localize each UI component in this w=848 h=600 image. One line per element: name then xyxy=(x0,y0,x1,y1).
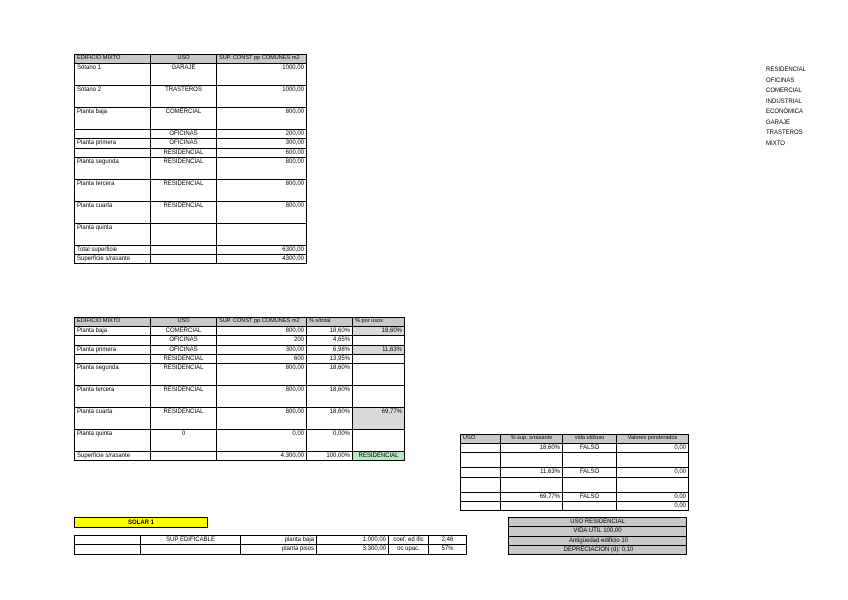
cell-planta[interactable]: Planta quinta xyxy=(75,430,151,452)
cell-planta[interactable] xyxy=(75,148,151,157)
legend-item-residencial: RESIDENCIAL xyxy=(766,67,807,73)
col-header-edificio-mixto: EDIFICIO MIXTO xyxy=(75,318,151,327)
total-superficie-spacer xyxy=(151,245,217,254)
cell-pct[interactable] xyxy=(501,477,563,492)
cell-vida-util[interactable] xyxy=(563,501,617,510)
table2-body xyxy=(75,327,405,461)
cell-ocupacion-valor[interactable]: 57% xyxy=(429,545,467,554)
table-row[interactable] xyxy=(75,336,405,345)
cell-uso[interactable]: RESIDENCIAL xyxy=(151,386,217,408)
table-edificio-mixto-superficies[interactable] xyxy=(74,54,307,264)
cell-planta[interactable]: Planta baja xyxy=(75,108,151,130)
table-row[interactable] xyxy=(75,545,467,554)
cell-uso[interactable]: OFICINAS xyxy=(151,139,217,148)
table-row[interactable] xyxy=(461,492,689,501)
table-row[interactable] xyxy=(75,430,405,452)
cell-pct-usos[interactable]: 11,63% xyxy=(353,345,405,354)
table-row[interactable] xyxy=(461,453,689,468)
cell-sup[interactable]: 300,00 xyxy=(217,345,307,354)
cell-valor-ponderado-total[interactable]: 0,00 xyxy=(617,501,689,510)
vida-util-row[interactable]: VIDA UTIL 100,00 xyxy=(509,527,687,536)
cell-planta[interactable]: Planta cuarta xyxy=(75,201,151,223)
cell-sup[interactable]: 600 xyxy=(217,354,307,363)
table-row[interactable] xyxy=(461,444,689,453)
cell-uso[interactable]: COMERCIAL xyxy=(151,108,217,130)
cell-sup[interactable]: 200,00 xyxy=(217,130,307,139)
antiguedad-edificio-row[interactable]: Antigüedad edificio 10 xyxy=(509,536,687,545)
col-header-uso: USO xyxy=(461,435,501,444)
cell-valor-ponderado[interactable]: 0,00 xyxy=(617,444,689,453)
depreciacion-row[interactable]: DEPRECIACIÓN (d): 0,10 xyxy=(509,545,687,554)
legend-item-economica: ECONÓMICA xyxy=(766,109,804,115)
cell-pct-usos[interactable] xyxy=(353,430,405,452)
cell-concepto-planta-baja[interactable]: planta baja xyxy=(241,536,317,545)
cell-pct-total[interactable]: 6,98% xyxy=(307,345,353,354)
cell-blank[interactable] xyxy=(75,545,141,554)
col-header-edificio-mixto: EDIFICIO MIXTO xyxy=(75,55,151,64)
table-row[interactable] xyxy=(75,408,405,430)
cell-sup[interactable]: 1000,00 xyxy=(217,64,307,86)
cell-pct[interactable]: 69,77% xyxy=(501,492,563,501)
footer-pct-total[interactable]: 100,00% xyxy=(307,452,353,461)
cell-uso[interactable]: RESIDENCIAL xyxy=(151,148,217,157)
uso-residencial-title: USO RESIDENCIAL xyxy=(509,518,687,527)
cell-uso[interactable]: RESIDENCIAL xyxy=(151,179,217,201)
cell-pct-usos[interactable] xyxy=(353,336,405,345)
table-row[interactable] xyxy=(75,157,307,179)
cell-valor-planta-pisos[interactable]: 3.300,00 xyxy=(317,545,389,554)
table-row-total[interactable] xyxy=(75,245,307,254)
table-row-total[interactable] xyxy=(461,501,689,510)
cell-concepto-planta-pisos[interactable]: planta pisos xyxy=(241,545,317,554)
legend-item-comercial: COMERCIAL xyxy=(766,88,802,94)
table-row[interactable] xyxy=(75,223,307,245)
solar-title: SOLAR 1 xyxy=(127,519,154,526)
cell-pct-usos[interactable]: 18,60% xyxy=(353,327,405,336)
cell-sup[interactable]: 800,00 xyxy=(217,179,307,201)
cell-sup[interactable]: 600,00 xyxy=(217,148,307,157)
cell-planta[interactable]: Sótano 2 xyxy=(75,86,151,108)
cell-uso[interactable] xyxy=(151,223,217,245)
solar-title-box[interactable] xyxy=(74,517,208,528)
cell-sup[interactable]: 800,00 xyxy=(217,157,307,179)
table-uso-residencial[interactable] xyxy=(508,517,687,555)
cell-vida-util[interactable]: FALSO xyxy=(563,468,617,477)
cell-uso[interactable]: COMERCIAL xyxy=(151,327,217,336)
table5-body xyxy=(509,518,687,555)
cell-planta[interactable]: Planta quinta xyxy=(75,223,151,245)
cell-planta[interactable] xyxy=(75,336,151,345)
cell-uso[interactable] xyxy=(461,468,501,477)
cell-valor-ponderado[interactable]: 0,00 xyxy=(617,492,689,501)
cell-uso[interactable]: GARAJE xyxy=(151,64,217,86)
table-row[interactable] xyxy=(75,130,307,139)
cell-pct[interactable] xyxy=(501,501,563,510)
legend-item-mixto: MIXTO xyxy=(766,140,785,147)
table-row[interactable] xyxy=(75,179,307,201)
table-row[interactable] xyxy=(509,527,687,536)
cell-sup[interactable]: 800,00 xyxy=(217,364,307,386)
table-row[interactable] xyxy=(75,354,405,363)
cell-planta[interactable]: Planta cuarta xyxy=(75,408,151,430)
col-header-pct-total: % s/total xyxy=(307,318,353,327)
table-header-row xyxy=(75,55,307,64)
cell-planta[interactable]: Sótano 1 xyxy=(75,64,151,86)
cell-uso[interactable] xyxy=(461,444,501,453)
cell-sup[interactable]: 800,00 xyxy=(217,201,307,223)
cell-planta[interactable]: Planta baja xyxy=(75,327,151,336)
cell-sup[interactable]: 800,00 xyxy=(217,108,307,130)
cell-pct-total[interactable]: 18,60% xyxy=(307,327,353,336)
table-row-footer[interactable] xyxy=(75,452,405,461)
cell-planta[interactable] xyxy=(75,130,151,139)
total-superficie-value[interactable]: 6300,00 xyxy=(217,245,307,254)
cell-uso[interactable]: RESIDENCIAL xyxy=(151,354,217,363)
sup-edificable-label: SUP EDIFICABLE xyxy=(141,536,241,545)
cell-sup[interactable]: 1000,00 xyxy=(217,86,307,108)
superficie-rasante-value[interactable]: 4300,00 xyxy=(217,255,307,264)
table1-body xyxy=(75,64,307,264)
cell-vida-util[interactable] xyxy=(563,453,617,468)
cell-valor-ponderado[interactable] xyxy=(617,453,689,468)
footer-sup[interactable]: 4.300,00 xyxy=(217,452,307,461)
cell-pct[interactable] xyxy=(501,453,563,468)
footer-label: Superficie s/rasante xyxy=(75,452,151,461)
cell-uso[interactable]: TRASTEROS xyxy=(151,86,217,108)
cell-vida-util[interactable] xyxy=(563,477,617,492)
table-row[interactable] xyxy=(461,468,689,477)
cell-uso[interactable] xyxy=(461,501,501,510)
cell-uso[interactable]: OFICINAS xyxy=(151,336,217,345)
cell-uso[interactable]: 0 xyxy=(151,430,217,452)
table-row[interactable] xyxy=(461,477,689,492)
cell-sup[interactable]: 800,00 xyxy=(217,386,307,408)
superficie-rasante-label: Superficie s/rasante xyxy=(75,255,151,264)
cell-sup[interactable]: 200 xyxy=(217,336,307,345)
cell-uso[interactable]: RESIDENCIAL xyxy=(151,364,217,386)
cell-sup[interactable]: 0,00 xyxy=(217,430,307,452)
legend-item-trasteros: TRASTEROS xyxy=(766,130,803,136)
cell-planta[interactable] xyxy=(75,354,151,363)
cell-uso[interactable]: RESIDENCIAL xyxy=(151,157,217,179)
cell-pct-usos[interactable] xyxy=(353,364,405,386)
col-header-pct-usos: % por usos xyxy=(353,318,405,327)
table-row[interactable] xyxy=(75,201,307,223)
cell-blank[interactable] xyxy=(75,536,141,545)
table-row[interactable] xyxy=(75,86,307,108)
cell-valor-ponderado[interactable] xyxy=(617,477,689,492)
table-porcentajes-usos[interactable] xyxy=(74,317,405,461)
table-header-row xyxy=(75,318,405,327)
col-header-sup-const: SUP. CONST pp COMUNES m2 xyxy=(217,318,307,327)
table-sup-edificable[interactable] xyxy=(74,535,467,555)
cell-planta[interactable]: Planta segunda xyxy=(75,364,151,386)
table-row[interactable] xyxy=(75,148,307,157)
cell-uso[interactable]: RESIDENCIAL xyxy=(151,201,217,223)
table-row[interactable] xyxy=(75,345,405,354)
cell-uso[interactable] xyxy=(461,477,501,492)
cell-blank[interactable] xyxy=(141,545,241,554)
cell-planta[interactable]: Planta tercera xyxy=(75,386,151,408)
legend-item-garaje: GARAJE xyxy=(766,119,791,126)
cell-coef-edificabilidad-valor[interactable]: 2,46 xyxy=(429,536,467,545)
col-header-uso: USO xyxy=(151,55,217,64)
superficie-rasante-spacer xyxy=(151,255,217,264)
cell-pct-total[interactable]: 18,60% xyxy=(307,386,353,408)
cell-vida-util[interactable]: FALSO xyxy=(563,492,617,501)
legend-usos-list xyxy=(766,65,806,149)
cell-planta[interactable]: Planta primera xyxy=(75,345,151,354)
table-row[interactable] xyxy=(509,545,687,554)
cell-valor-ponderado[interactable]: 0,00 xyxy=(617,468,689,477)
cell-pct-usos[interactable] xyxy=(353,386,405,408)
cell-vida-util[interactable]: FALSO xyxy=(563,444,617,453)
table-row[interactable] xyxy=(75,327,405,336)
legend-item-oficinas: OFICINAS xyxy=(766,77,795,84)
cell-pct-total[interactable]: 18,60% xyxy=(307,364,353,386)
cell-planta[interactable]: Planta tercera xyxy=(75,179,151,201)
cell-uso[interactable] xyxy=(461,492,501,501)
table-row[interactable] xyxy=(75,386,405,408)
cell-pct-total[interactable]: 0,00% xyxy=(307,430,353,452)
cell-valor-planta-baja[interactable]: 1.000,00 xyxy=(317,536,389,545)
footer-uso-predominante[interactable]: RESIDENCIAL xyxy=(353,452,405,461)
table3-body xyxy=(461,444,689,511)
cell-sup[interactable]: 800,00 xyxy=(217,408,307,430)
cell-pct[interactable]: 18,60% xyxy=(501,444,563,453)
cell-sup[interactable]: 300,00 xyxy=(217,139,307,148)
cell-planta[interactable]: Planta primera xyxy=(75,139,151,148)
cell-sup[interactable] xyxy=(217,223,307,245)
cell-pct[interactable]: 11,63% xyxy=(501,468,563,477)
cell-pct-total[interactable]: 4,65% xyxy=(307,336,353,345)
cell-uso[interactable] xyxy=(461,453,501,468)
col-header-valores-ponderados: Valores ponderados xyxy=(617,435,689,444)
table-header-row xyxy=(509,518,687,527)
legend-item-industrial: INDUSTRIAL xyxy=(766,98,802,105)
col-header-sup-const: SUP. CONST pp COMUNES m2 xyxy=(217,55,307,64)
cell-uso[interactable]: RESIDENCIAL xyxy=(151,408,217,430)
cell-pct-usos[interactable]: 69,77% xyxy=(353,408,405,430)
table-row[interactable] xyxy=(75,108,307,130)
table-valores-ponderados[interactable] xyxy=(460,434,689,511)
cell-planta[interactable]: Planta segunda xyxy=(75,157,151,179)
cell-ocupacion-label: oc upac. xyxy=(389,545,429,554)
cell-coef-edificabilidad-label: coef. ed ific xyxy=(389,536,429,545)
table-row[interactable] xyxy=(75,139,307,148)
table-row[interactable] xyxy=(509,536,687,545)
total-superficie-label: Total superficie xyxy=(75,245,151,254)
cell-uso[interactable]: OFICINAS xyxy=(151,345,217,354)
footer-spacer xyxy=(151,452,217,461)
col-header-vida-util-uso: vida util/uso xyxy=(563,435,617,444)
table-row[interactable] xyxy=(75,64,307,86)
col-header-pct-sup-rasante: % sup. s/rasante xyxy=(501,435,563,444)
table4-body xyxy=(75,536,467,555)
cell-pct-usos[interactable] xyxy=(353,354,405,363)
cell-uso[interactable]: OFICINAS xyxy=(151,130,217,139)
cell-pct-total[interactable]: 18,60% xyxy=(307,408,353,430)
table-row[interactable] xyxy=(75,364,405,386)
cell-pct-total[interactable]: 13,95% xyxy=(307,354,353,363)
table-row-rasante[interactable] xyxy=(75,255,307,264)
table-row[interactable] xyxy=(75,536,467,545)
table-header-row xyxy=(461,435,689,444)
cell-sup[interactable]: 800,00 xyxy=(217,327,307,336)
col-header-uso: USO xyxy=(151,318,217,327)
